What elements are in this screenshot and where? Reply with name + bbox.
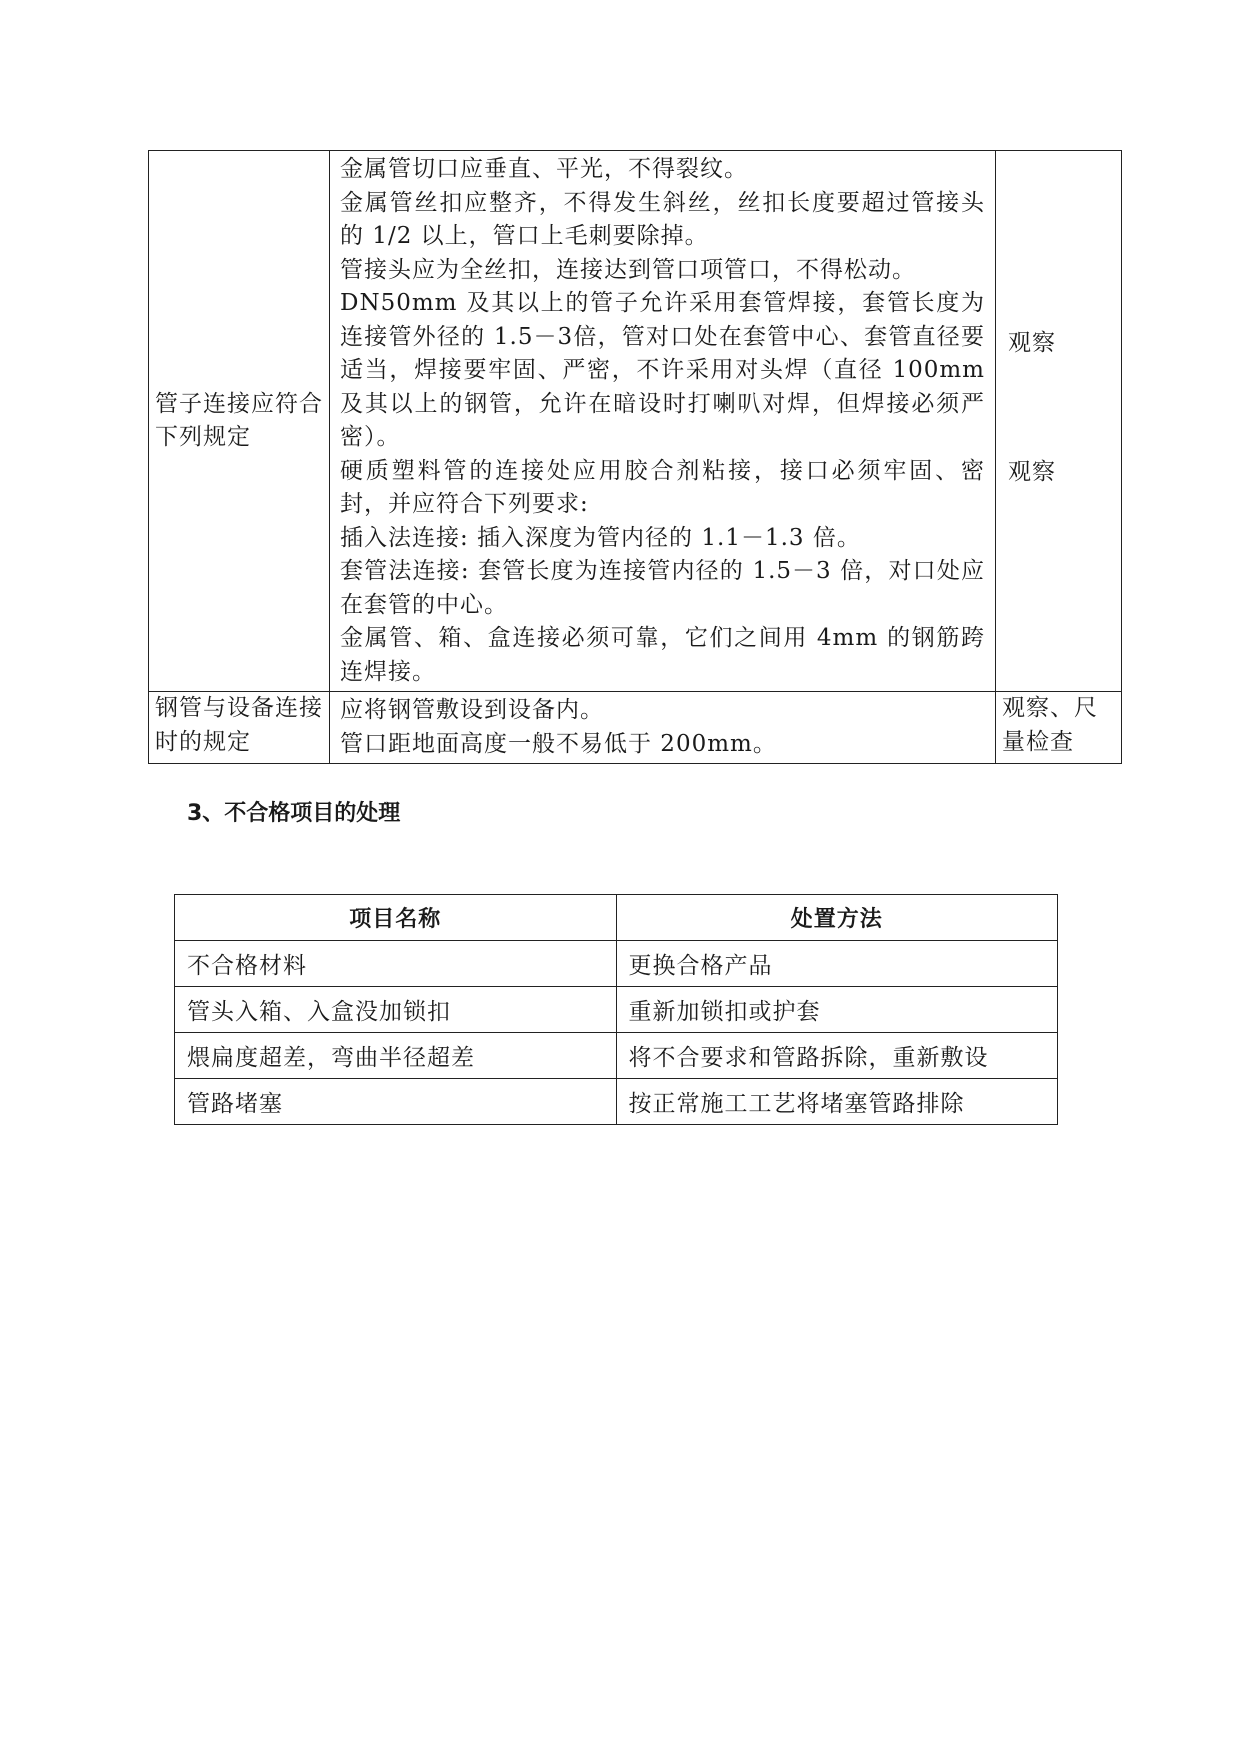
requirement-line: 金属管丝扣应整齐，不得发生斜丝，丝扣长度要超过管接头的 1/2 以上，管口上毛刺要除掉。: [340, 189, 985, 249]
requirement-line: 管接头应为全丝扣，连接达到管口项管口，不得松动。: [340, 256, 916, 283]
item-name-cell: 煨扁度超差，弯曲半径超差: [175, 1033, 617, 1079]
requirement-line: 套管法连接: 套管长度为连接管内径的 1.5－3 倍，对口处应在套管的中心。: [340, 558, 985, 618]
inspection-table: [148, 150, 1122, 764]
requirement-line: 金属管切口应垂直、平光，不得裂纹。: [340, 156, 748, 182]
table-row: [175, 941, 1058, 987]
table-row: [175, 1033, 1058, 1079]
method-cell: 观察、尺量检查: [996, 692, 1122, 764]
requirement-line: DN50mm 及其以上的管子允许采用套管焊接，套管长度为连接管外径的 1.5－3倍，管对口处在套管中心、套管直径要适当，焊接要牢固、严密，不许采用对头焊（直径 100mm 及其以上的钢管，允许在暗设时打喇叭对焊，但焊接必须严密）。: [340, 290, 985, 450]
method-cell: [996, 151, 1122, 692]
requirement-line: 硬质塑料管的连接处应用胶合剂粘接，接口必须牢固、密封，并应符合下列要求:: [340, 457, 985, 517]
item-cell: 管子连接应符合下列规定: [149, 151, 330, 692]
table-row: [149, 692, 1122, 764]
requirement-line: 插入法连接: 插入深度为管内径的 1.1－1.3 倍。: [340, 524, 861, 551]
item-name-cell: 管路堵塞: [175, 1079, 617, 1125]
handling-method-cell: 重新加锁扣或护套: [616, 987, 1058, 1033]
handling-method-cell: 更换合格产品: [616, 941, 1058, 987]
item-name-cell: 管头入箱、入盒没加锁扣: [175, 987, 617, 1033]
column-header: 处置方法: [616, 895, 1058, 941]
item-cell: 钢管与设备连接时的规定: [149, 692, 330, 764]
requirement-line: 应将钢管敷设到设备内。: [340, 697, 604, 723]
table-row: [175, 987, 1058, 1033]
handling-method-cell: 按正常施工工艺将堵塞管路排除: [616, 1079, 1058, 1125]
nonconformity-table: [174, 894, 1058, 1125]
item-name-cell: 不合格材料: [175, 941, 617, 987]
requirement-line: 管口距地面高度一般不易低于 200mm。: [340, 730, 777, 757]
table-row: [175, 1079, 1058, 1125]
requirement-line: 金属管、箱、盒连接必须可靠，它们之间用 4mm 的钢筋跨连焊接。: [340, 625, 985, 685]
section-heading: 3、不合格项目的处理: [187, 801, 401, 826]
method-text: 观察: [1008, 459, 1056, 485]
requirements-cell: [330, 151, 996, 692]
table-header-row: [175, 895, 1058, 941]
requirements-cell: [330, 692, 996, 764]
handling-method-cell: 将不合要求和管路拆除，重新敷设: [616, 1033, 1058, 1079]
table-row: [149, 151, 1122, 692]
method-text: 观察: [1008, 330, 1056, 356]
column-header: 项目名称: [175, 895, 617, 941]
